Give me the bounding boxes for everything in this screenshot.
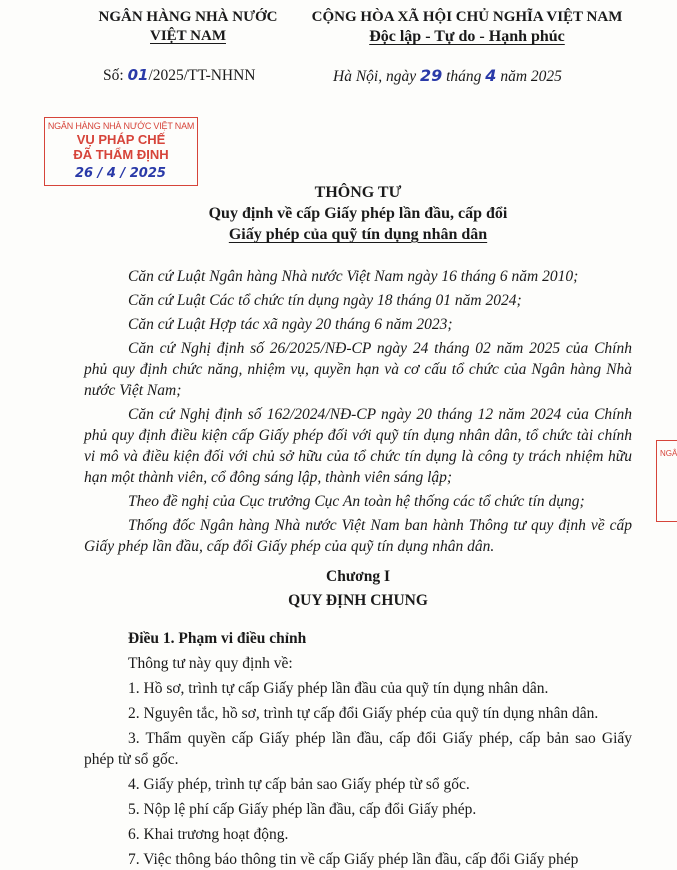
agency-name-line2: VIỆT NAM — [150, 28, 226, 44]
handwritten-month: 4 — [485, 66, 497, 85]
chapter-name: QUY ĐỊNH CHUNG — [288, 592, 428, 609]
handwritten-day: 29 — [419, 66, 443, 85]
preamble-item: Căn cứ Nghị định số 26/2025/NĐ-CP ngày 24 tháng 02 năm 2025 của Chính phủ quy định chức năng, nhiệm vụ, quyền hạn và cơ cấu tổ chức của Ngân hàng Nhà nước Việt Nam; — [84, 340, 632, 399]
preamble-item: Căn cứ Luật Ngân hàng Nhà nước Việt Nam ngày 16 tháng 6 năm 2010; — [128, 268, 579, 285]
issue-date: Hà Nội, ngày 29 tháng 4 năm 2025 — [333, 66, 562, 85]
article-item: 5. Nộp lệ phí cấp Giấy phép lần đầu, cấp đổi Giấy phép. — [128, 801, 477, 818]
document-title-line1: Quy định về cấp Giấy phép lần đầu, cấp đổi — [208, 205, 508, 222]
agency-name-line1: NGÂN HÀNG NHÀ NƯỚC — [98, 9, 278, 25]
review-stamp — [44, 117, 198, 186]
stamp-org: NGÂN HÀNG NHÀ NƯỚC VIỆT NAM — [47, 121, 195, 131]
handwritten-number: 01 — [127, 66, 149, 84]
article-heading: Điều 1. Phạm vi điều chỉnh — [128, 630, 307, 647]
side-stamp-fragment: NGÂ — [656, 440, 677, 522]
title-block — [84, 182, 632, 245]
agency-header — [98, 8, 278, 46]
stamp-dept: VỤ PHÁP CHẾ — [76, 132, 166, 147]
chapter-heading — [84, 566, 632, 612]
preamble-item: Căn cứ Luật Hợp tác xã ngày 20 tháng 6 năm 2023; — [128, 316, 453, 333]
article-1 — [84, 628, 632, 870]
article-item: 4. Giấy phép, trình tự cấp bản sao Giấy phép từ sổ gốc. — [128, 776, 470, 793]
document-number: Số: 01/2025/TT-NHNN — [103, 66, 256, 84]
article-item: 2. Nguyên tắc, hồ sơ, trình tự cấp đổi Giấy phép của quỹ tín dụng nhân dân. — [128, 705, 599, 722]
preamble — [84, 266, 632, 557]
national-header — [297, 8, 637, 46]
article-intro: Thông tư này quy định về: — [128, 655, 293, 672]
preamble-item: Thống đốc Ngân hàng Nhà nước Việt Nam ban hành Thông tư quy định về cấp Giấy phép lần đầu, cấp đổi Giấy phép của quỹ tín dụng nhân dân. — [84, 517, 632, 555]
preamble-item: Căn cứ Luật Các tổ chức tín dụng ngày 18 tháng 01 năm 2024; — [128, 292, 522, 309]
document-title-line2: Giấy phép của quỹ tín dụng nhân dân — [228, 226, 488, 243]
preamble-item: Căn cứ Nghị định số 162/2024/NĐ-CP ngày 20 tháng 12 năm 2024 của Chính phủ quy định điều kiện cấp Giấy phép đối với quỹ tín dụng nhân dân, tổ chức tài chính vi mô và điều kiện đối với chủ sở hữu của tổ chức tín dụng là công ty trách nhiệm hữu hạn một thành viên, cổ đông sáng lập, thành viên sáng lập; — [84, 406, 632, 486]
national-motto: Độc lập - Tự do - Hạnh phúc — [369, 28, 565, 45]
country-name: CỘNG HÒA XÃ HỘI CHỦ NGHĨA VIỆT NAM — [311, 9, 623, 25]
document-type: THÔNG TƯ — [314, 184, 402, 201]
article-item: 3. Thẩm quyền cấp Giấy phép lần đầu, cấp đổi Giấy phép, cấp bản sao Giấy phép từ sổ gốc. — [84, 730, 632, 768]
stamp-status: ĐÃ THẨM ĐỊNH — [73, 147, 169, 162]
stamp-date: 26 / 4 / 2025 — [75, 166, 166, 181]
chapter-number: Chương I — [326, 568, 390, 585]
article-item: 6. Khai trương hoạt động. — [128, 826, 289, 843]
article-item: 1. Hồ sơ, trình tự cấp Giấy phép lần đầu của quỹ tín dụng nhân dân. — [128, 680, 549, 697]
preamble-item: Theo đề nghị của Cục trưởng Cục An toàn hệ thống các tổ chức tín dụng; — [128, 493, 585, 510]
article-item: 7. Việc thông báo thông tin về cấp Giấy phép lần đầu, cấp đổi Giấy phép — [128, 851, 579, 868]
